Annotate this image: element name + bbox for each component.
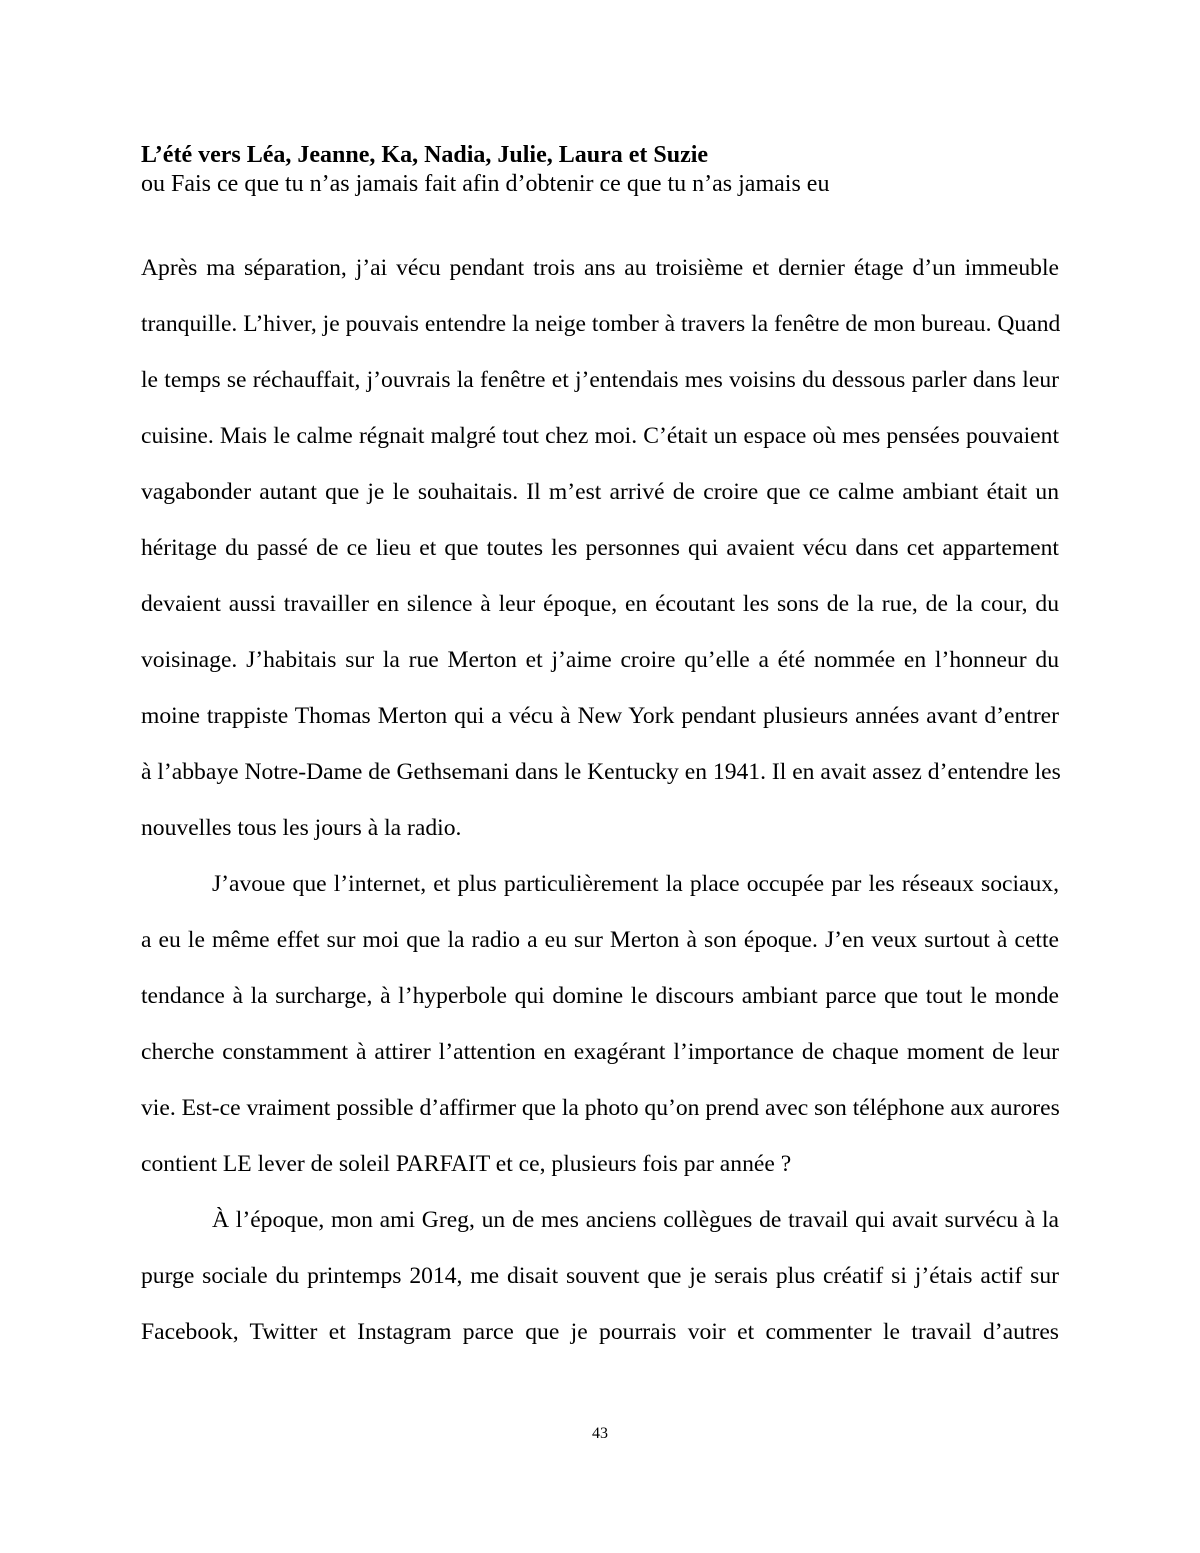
text-line: tranquille. L’hiver, je pouvais entendre la neige tomber à travers la fenêtre de mon bureau. Quand (141, 311, 1061, 337)
chapter-subtitle: ou Fais ce que tu n’as jamais fait afin d’obtenir ce que tu n’as jamais eu (141, 171, 830, 197)
text-line: cuisine. Mais le calme régnait malgré tout chez moi. C’était un espace où mes pensées pouvaient (141, 423, 1059, 449)
text-line: nouvelles tous les jours à la radio. (141, 815, 462, 841)
page-number: 43 (592, 1425, 608, 1442)
text-line: devaient aussi travailler en silence à leur époque, en écoutant les sons de la rue, de la cour, du (141, 591, 1059, 617)
text-line: J’avoue que l’internet, et plus particulièrement la place occupée par les réseaux sociaux, (212, 871, 1059, 897)
text-line: vie. Est-ce vraiment possible d’affirmer que la photo qu’on prend avec son téléphone aux aurores (141, 1095, 1060, 1121)
text-line: a eu le même effet sur moi que la radio a eu sur Merton à son époque. J’en veux surtout à cette (141, 927, 1059, 953)
text-line: tendance à la surcharge, à l’hyperbole qui domine le discours ambiant parce que tout le monde (141, 983, 1059, 1009)
text-line: voisinage. J’habitais sur la rue Merton et j’aime croire qu’elle a été nommée en l’honneur du (141, 647, 1059, 673)
text-line: purge sociale du printemps 2014, me disait souvent que je serais plus créatif si j’étais actif sur (141, 1263, 1059, 1289)
text-line: moine trappiste Thomas Merton qui a vécu à New York pendant plusieurs années avant d’entrer (141, 703, 1059, 729)
text-line: cherche constamment à attirer l’attention en exagérant l’importance de chaque moment de leur (141, 1039, 1059, 1065)
text-line: Après ma séparation, j’ai vécu pendant trois ans au troisième et dernier étage d’un immeuble (141, 255, 1059, 281)
text-line: héritage du passé de ce lieu et que toutes les personnes qui avaient vécu dans cet appartement (141, 535, 1059, 561)
text-line: vagabonder autant que je le souhaitais. Il m’est arrivé de croire que ce calme ambiant était un (141, 479, 1059, 505)
chapter-title: L’été vers Léa, Jeanne, Ka, Nadia, Julie, Laura et Suzie (141, 142, 709, 168)
text-line: le temps se réchauffait, j’ouvrais la fenêtre et j’entendais mes voisins du dessous parler dans leur (141, 367, 1059, 393)
text-line: Facebook, Twitter et Instagram parce que je pourrais voir et commenter le travail d’autres (141, 1319, 1059, 1345)
text-line: à l’abbaye Notre-Dame de Gethsemani dans le Kentucky en 1941. Il en avait assez d’entendre les (141, 759, 1061, 785)
text-line: À l’époque, mon ami Greg, un de mes anciens collègues de travail qui avait survécu à la (212, 1207, 1059, 1233)
text-line: contient LE lever de soleil PARFAIT et ce, plusieurs fois par année ? (141, 1151, 792, 1177)
body-text (141, 244, 1059, 1364)
